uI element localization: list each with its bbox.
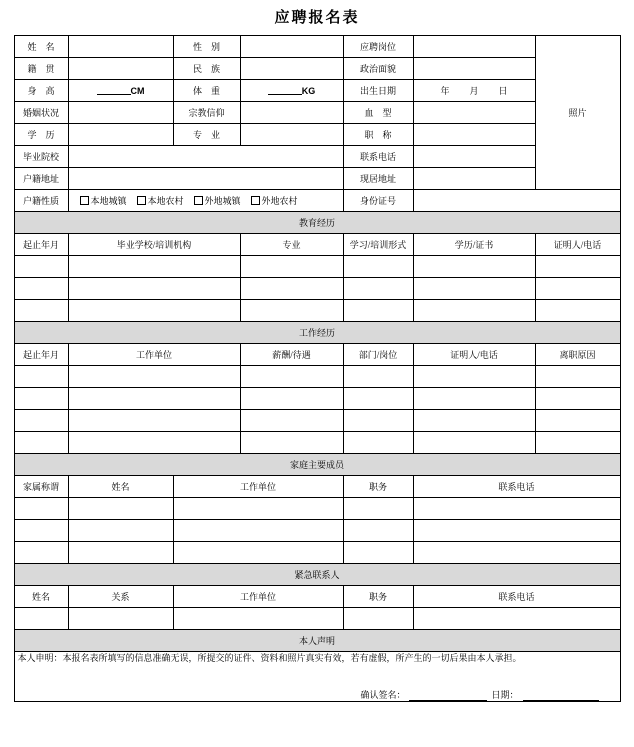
family-cell-position[interactable] (343, 498, 413, 520)
label-ethnicity: 民 族 (173, 58, 240, 80)
field-position[interactable] (413, 36, 535, 58)
emergency-section-header-row (14, 564, 620, 586)
table-row (14, 542, 620, 564)
education-col-form: 学习/培训形式 (343, 234, 413, 256)
label-name: 姓 名 (14, 36, 68, 58)
table-row (14, 432, 620, 454)
label-id-number: 身份证号 (343, 190, 413, 212)
family-cell-company[interactable] (173, 542, 343, 564)
birth-month-label: 月 (469, 86, 479, 96)
label-birth-date: 出生日期 (343, 80, 413, 102)
family-cell-phone[interactable] (413, 498, 620, 520)
family-col-relation-title: 家属称谓 (14, 476, 68, 498)
label-education-level: 学 历 (14, 124, 68, 146)
label-gender: 性 别 (173, 36, 240, 58)
education-cell-degree[interactable] (413, 256, 535, 278)
family-cell-phone[interactable] (413, 542, 620, 564)
emergency-column-header-row (14, 586, 620, 608)
basic-row-hukou-type (14, 190, 620, 212)
work-cell-period[interactable] (14, 388, 68, 410)
basic-row-name (14, 36, 620, 58)
family-cell-company[interactable] (173, 498, 343, 520)
education-cell-form[interactable] (343, 256, 413, 278)
work-cell-company[interactable] (68, 410, 240, 432)
field-weight[interactable] (240, 80, 343, 102)
weight-input-line[interactable] (268, 85, 302, 95)
emergency-cell-phone[interactable] (413, 608, 620, 630)
signature-row (18, 688, 617, 701)
work-cell-company[interactable] (68, 432, 240, 454)
declaration-body (14, 652, 620, 702)
label-native-place: 籍 贯 (14, 58, 68, 80)
work-cell-referee[interactable] (413, 432, 535, 454)
declaration-row (14, 652, 620, 702)
work-cell-company[interactable] (68, 388, 240, 410)
checkbox-local-rural[interactable] (137, 194, 184, 207)
label-position: 应聘岗位 (343, 36, 413, 58)
birth-year-label: 年 (440, 86, 450, 96)
field-marital-status[interactable] (68, 102, 173, 124)
education-col-referee: 证明人/电话 (535, 234, 620, 256)
family-cell-name[interactable] (68, 542, 173, 564)
work-cell-leave-reason[interactable] (535, 410, 620, 432)
education-cell-degree[interactable] (413, 300, 535, 322)
work-cell-department[interactable] (343, 432, 413, 454)
work-cell-salary[interactable] (240, 432, 343, 454)
checkbox-icon[interactable] (80, 196, 89, 205)
basic-row-body (14, 80, 620, 102)
field-birth-date[interactable] (413, 80, 535, 102)
family-cell-position[interactable] (343, 542, 413, 564)
family-cell-relation-title[interactable] (14, 520, 68, 542)
label-professional-title: 职 称 (343, 124, 413, 146)
label-hukou-type: 户籍性质 (14, 190, 68, 212)
table-row (14, 520, 620, 542)
emergency-cell-company[interactable] (173, 608, 343, 630)
page-title: 应聘报名表 (274, 10, 360, 26)
emergency-col-company: 工作单位 (173, 586, 343, 608)
field-id-number[interactable] (413, 190, 620, 212)
photo-box[interactable]: 照片 (535, 36, 620, 190)
field-ethnicity[interactable] (240, 58, 343, 80)
field-hukou-type[interactable] (68, 190, 343, 212)
education-cell-school[interactable] (68, 300, 240, 322)
education-cell-degree[interactable] (413, 278, 535, 300)
signature-input[interactable] (409, 690, 487, 701)
height-unit: CM (130, 86, 145, 96)
label-political-status: 政治面貌 (343, 58, 413, 80)
work-col-company: 工作单位 (68, 344, 240, 366)
emergency-col-name: 姓名 (14, 586, 68, 608)
table-row (14, 498, 620, 520)
table-row (14, 278, 620, 300)
family-col-phone: 联系电话 (413, 476, 620, 498)
education-col-major: 专业 (240, 234, 343, 256)
label-height: 身 高 (14, 80, 68, 102)
label-weight: 体 重 (173, 80, 240, 102)
label-hukou-address: 户籍地址 (14, 168, 68, 190)
family-cell-phone[interactable] (413, 520, 620, 542)
emergency-cell-relation[interactable] (68, 608, 173, 630)
education-cell-referee[interactable] (535, 300, 620, 322)
work-cell-company[interactable] (68, 366, 240, 388)
education-cell-major[interactable] (240, 300, 343, 322)
field-religion[interactable] (240, 102, 343, 124)
work-cell-leave-reason[interactable] (535, 366, 620, 388)
work-cell-department[interactable] (343, 388, 413, 410)
family-cell-name[interactable] (68, 520, 173, 542)
education-cell-form[interactable] (343, 300, 413, 322)
work-col-salary: 薪酬/待遇 (240, 344, 343, 366)
work-col-leave-reason: 离职原因 (535, 344, 620, 366)
education-section-header-row (14, 212, 620, 234)
basic-row-school (14, 146, 620, 168)
education-cell-referee[interactable] (535, 256, 620, 278)
education-column-header-row (14, 234, 620, 256)
table-row (14, 410, 620, 432)
field-native-place[interactable] (68, 58, 173, 80)
section-header-work: 工作经历 (14, 322, 620, 344)
table-row (14, 608, 620, 630)
work-cell-referee[interactable] (413, 410, 535, 432)
family-col-name: 姓名 (68, 476, 173, 498)
work-cell-department[interactable] (343, 366, 413, 388)
field-gender[interactable] (240, 36, 343, 58)
emergency-col-phone: 联系电话 (413, 586, 620, 608)
table-row (14, 256, 620, 278)
education-col-period: 起止年月 (14, 234, 68, 256)
work-cell-period[interactable] (14, 410, 68, 432)
table-row (14, 300, 620, 322)
date-input[interactable] (523, 690, 599, 701)
checkbox-icon[interactable] (251, 196, 260, 205)
checkbox-label-local-urban: 本地城镇 (90, 196, 127, 206)
work-cell-period[interactable] (14, 432, 68, 454)
work-col-department: 部门/岗位 (343, 344, 413, 366)
field-major[interactable] (240, 124, 343, 146)
section-header-emergency: 紧急联系人 (14, 564, 620, 586)
work-cell-department[interactable] (343, 410, 413, 432)
education-cell-school[interactable] (68, 278, 240, 300)
family-cell-name[interactable] (68, 498, 173, 520)
checkbox-label-nonlocal-urban: 外地城镇 (204, 196, 241, 206)
family-cell-relation-title[interactable] (14, 498, 68, 520)
family-cell-relation-title[interactable] (14, 542, 68, 564)
field-education-level[interactable] (68, 124, 173, 146)
date-label: 日期： (491, 689, 519, 700)
emergency-col-position: 职务 (343, 586, 413, 608)
field-political-status[interactable] (413, 58, 535, 80)
label-blood-type: 血 型 (343, 102, 413, 124)
education-cell-period[interactable] (14, 300, 68, 322)
education-cell-period[interactable] (14, 278, 68, 300)
basic-row-marital (14, 102, 620, 124)
label-contact-phone: 联系电话 (343, 146, 413, 168)
education-cell-school[interactable] (68, 256, 240, 278)
emergency-cell-position[interactable] (343, 608, 413, 630)
checkbox-icon[interactable] (194, 196, 203, 205)
field-graduate-school[interactable] (68, 146, 343, 168)
family-section-header-row (14, 454, 620, 476)
work-cell-referee[interactable] (413, 366, 535, 388)
label-current-address: 现居地址 (343, 168, 413, 190)
work-cell-leave-reason[interactable] (535, 388, 620, 410)
field-current-address[interactable] (413, 168, 535, 190)
label-graduate-school: 毕业院校 (14, 146, 68, 168)
declaration-section-header-row (14, 630, 620, 652)
family-cell-company[interactable] (173, 520, 343, 542)
height-input-line[interactable] (97, 85, 131, 95)
education-cell-referee[interactable] (535, 278, 620, 300)
family-col-company: 工作单位 (173, 476, 343, 498)
work-cell-salary[interactable] (240, 410, 343, 432)
checkbox-local-urban[interactable] (80, 194, 127, 207)
work-column-header-row (14, 344, 620, 366)
signature-label: 确认签名： (360, 689, 406, 700)
checkbox-nonlocal-urban[interactable] (194, 194, 241, 207)
birth-day-label: 日 (498, 86, 508, 96)
education-col-degree: 学历/证书 (413, 234, 535, 256)
emergency-cell-name[interactable] (14, 608, 68, 630)
checkbox-nonlocal-rural[interactable] (251, 194, 298, 207)
field-height[interactable] (68, 80, 173, 102)
section-header-declaration: 本人声明 (14, 630, 620, 652)
basic-row-origin (14, 58, 620, 80)
work-section-header-row (14, 322, 620, 344)
label-religion: 宗教信仰 (173, 102, 240, 124)
basic-row-education (14, 124, 620, 146)
field-name[interactable] (68, 36, 173, 58)
checkbox-icon[interactable] (137, 196, 146, 205)
work-cell-salary[interactable] (240, 388, 343, 410)
table-row (14, 366, 620, 388)
basic-row-hukou-address (14, 168, 620, 190)
work-cell-leave-reason[interactable] (535, 432, 620, 454)
work-cell-period[interactable] (14, 366, 68, 388)
label-major: 专 业 (173, 124, 240, 146)
section-header-education: 教育经历 (14, 212, 620, 234)
education-cell-period[interactable] (14, 256, 68, 278)
education-cell-form[interactable] (343, 278, 413, 300)
education-cell-major[interactable] (240, 278, 343, 300)
weight-unit: KG (301, 86, 316, 96)
work-col-period: 起止年月 (14, 344, 68, 366)
field-professional-title[interactable] (413, 124, 535, 146)
work-cell-referee[interactable] (413, 388, 535, 410)
checkbox-label-nonlocal-rural: 外地农村 (261, 196, 298, 206)
checkbox-label-local-rural: 本地农村 (147, 196, 184, 206)
work-cell-salary[interactable] (240, 366, 343, 388)
application-form-table (14, 35, 621, 702)
label-marital-status: 婚姻状况 (14, 102, 68, 124)
education-cell-major[interactable] (240, 256, 343, 278)
work-col-referee: 证明人/电话 (413, 344, 535, 366)
education-col-school: 毕业学校/培训机构 (68, 234, 240, 256)
table-row (14, 388, 620, 410)
field-hukou-address[interactable] (68, 168, 343, 190)
family-cell-position[interactable] (343, 520, 413, 542)
emergency-col-relation: 关系 (68, 586, 173, 608)
field-contact-phone[interactable] (413, 146, 535, 168)
section-header-family: 家庭主要成员 (14, 454, 620, 476)
family-col-position: 职务 (343, 476, 413, 498)
family-column-header-row (14, 476, 620, 498)
declaration-text: 本人申明：本报名表所填写的信息准确无误，所提交的证件、资料和照片真实有效，若有虚假，所产生的一切后果由本人承担。 (17, 653, 522, 663)
field-blood-type[interactable] (413, 102, 535, 124)
